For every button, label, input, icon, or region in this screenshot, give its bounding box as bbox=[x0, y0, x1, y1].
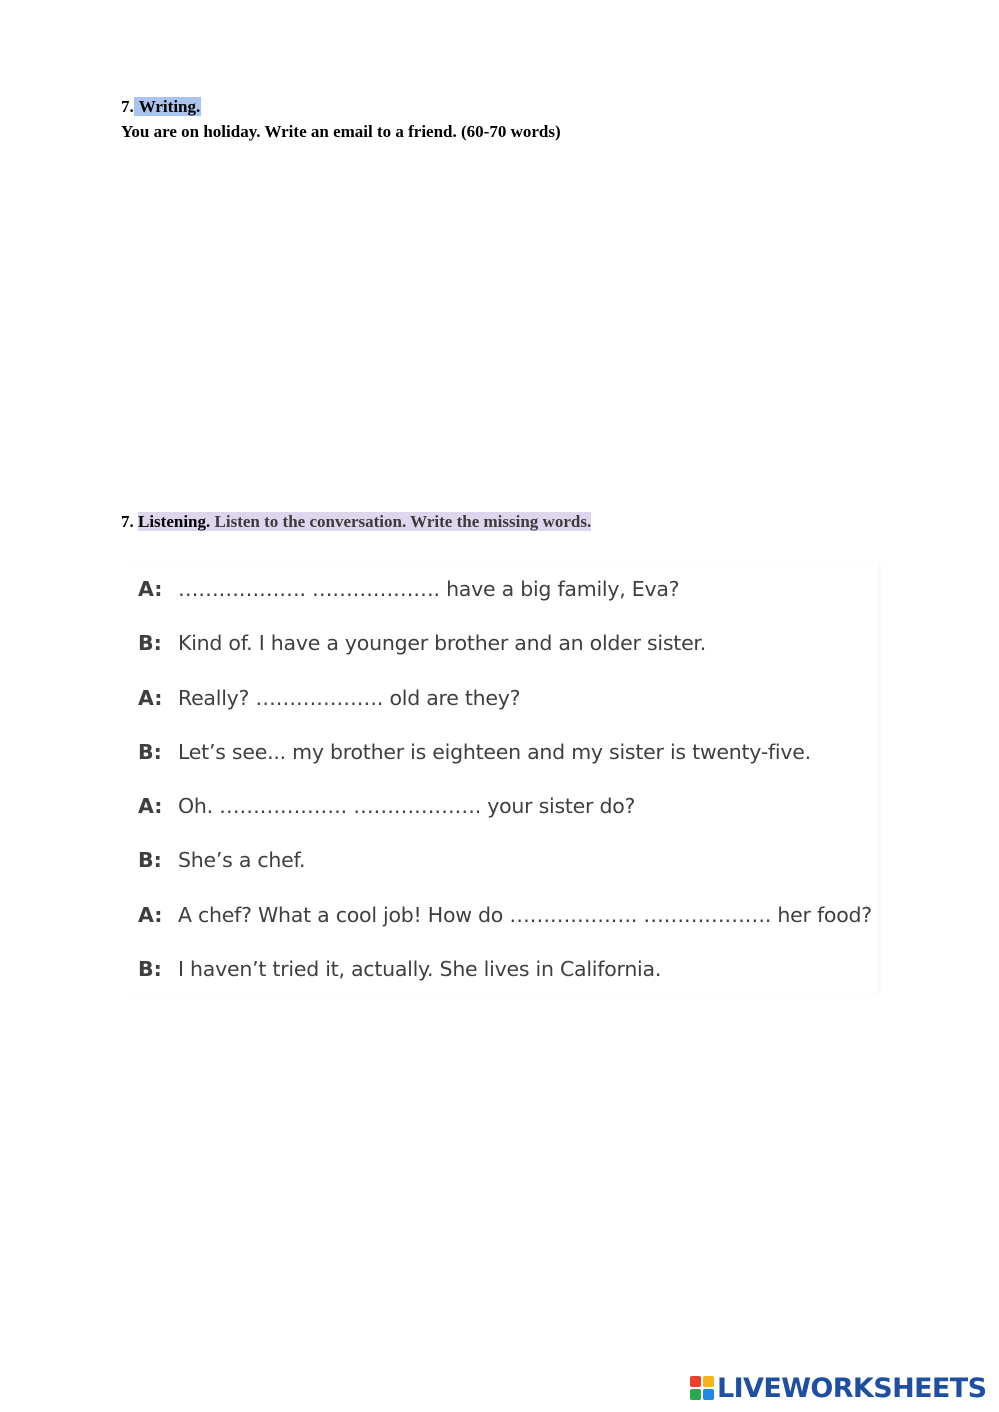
speaker-label: B: bbox=[138, 957, 162, 981]
dialogue-box bbox=[122, 562, 878, 994]
speaker-label: A: bbox=[138, 903, 163, 927]
logo-text: LIVEWORKSHEETS bbox=[717, 1372, 987, 1404]
speaker-label: B: bbox=[138, 740, 162, 764]
logo-square-icon bbox=[690, 1376, 701, 1387]
speaker-label: B: bbox=[138, 631, 162, 655]
dialogue-text: She’s a chef. bbox=[178, 848, 306, 872]
dialogue-text: ………………. ………………. have a big family, Eva? bbox=[178, 577, 680, 601]
dialogue-text: A chef? What a cool job! How do ………………. ………………. her food? bbox=[178, 903, 872, 927]
listening-instruction: Listen to the conversation. Write the missing words. bbox=[210, 512, 592, 531]
speaker-label: A: bbox=[138, 794, 163, 818]
writing-title: Writing. bbox=[134, 97, 201, 116]
listening-section-title bbox=[121, 512, 591, 532]
speaker-label: B: bbox=[138, 848, 162, 872]
listening-title: Listening. bbox=[138, 512, 211, 531]
speaker-label: A: bbox=[138, 577, 163, 601]
writing-number: 7. bbox=[121, 97, 134, 116]
logo-square-icon bbox=[703, 1389, 714, 1400]
logo-square-icon bbox=[703, 1376, 714, 1387]
liveworksheets-logo bbox=[690, 1371, 986, 1405]
dialogue-text: Kind of. I have a younger brother and an older sister. bbox=[178, 631, 706, 655]
liveworksheets-logo-icon bbox=[690, 1376, 714, 1400]
listening-number: 7. bbox=[121, 512, 138, 531]
dialogue-text: Oh. ………………. ………………. your sister do? bbox=[178, 794, 636, 818]
writing-instruction: You are on holiday. Write an email to a friend. (60-70 words) bbox=[121, 122, 561, 141]
logo-square-icon bbox=[690, 1389, 701, 1400]
writing-section-title bbox=[121, 97, 201, 117]
dialogue-text: I haven’t tried it, actually. She lives in California. bbox=[178, 957, 662, 981]
dialogue-text: Let’s see... my brother is eighteen and my sister is twenty-five. bbox=[178, 740, 811, 764]
speaker-label: A: bbox=[138, 686, 163, 710]
dialogue-text: Really? ………………. old are they? bbox=[178, 686, 521, 710]
